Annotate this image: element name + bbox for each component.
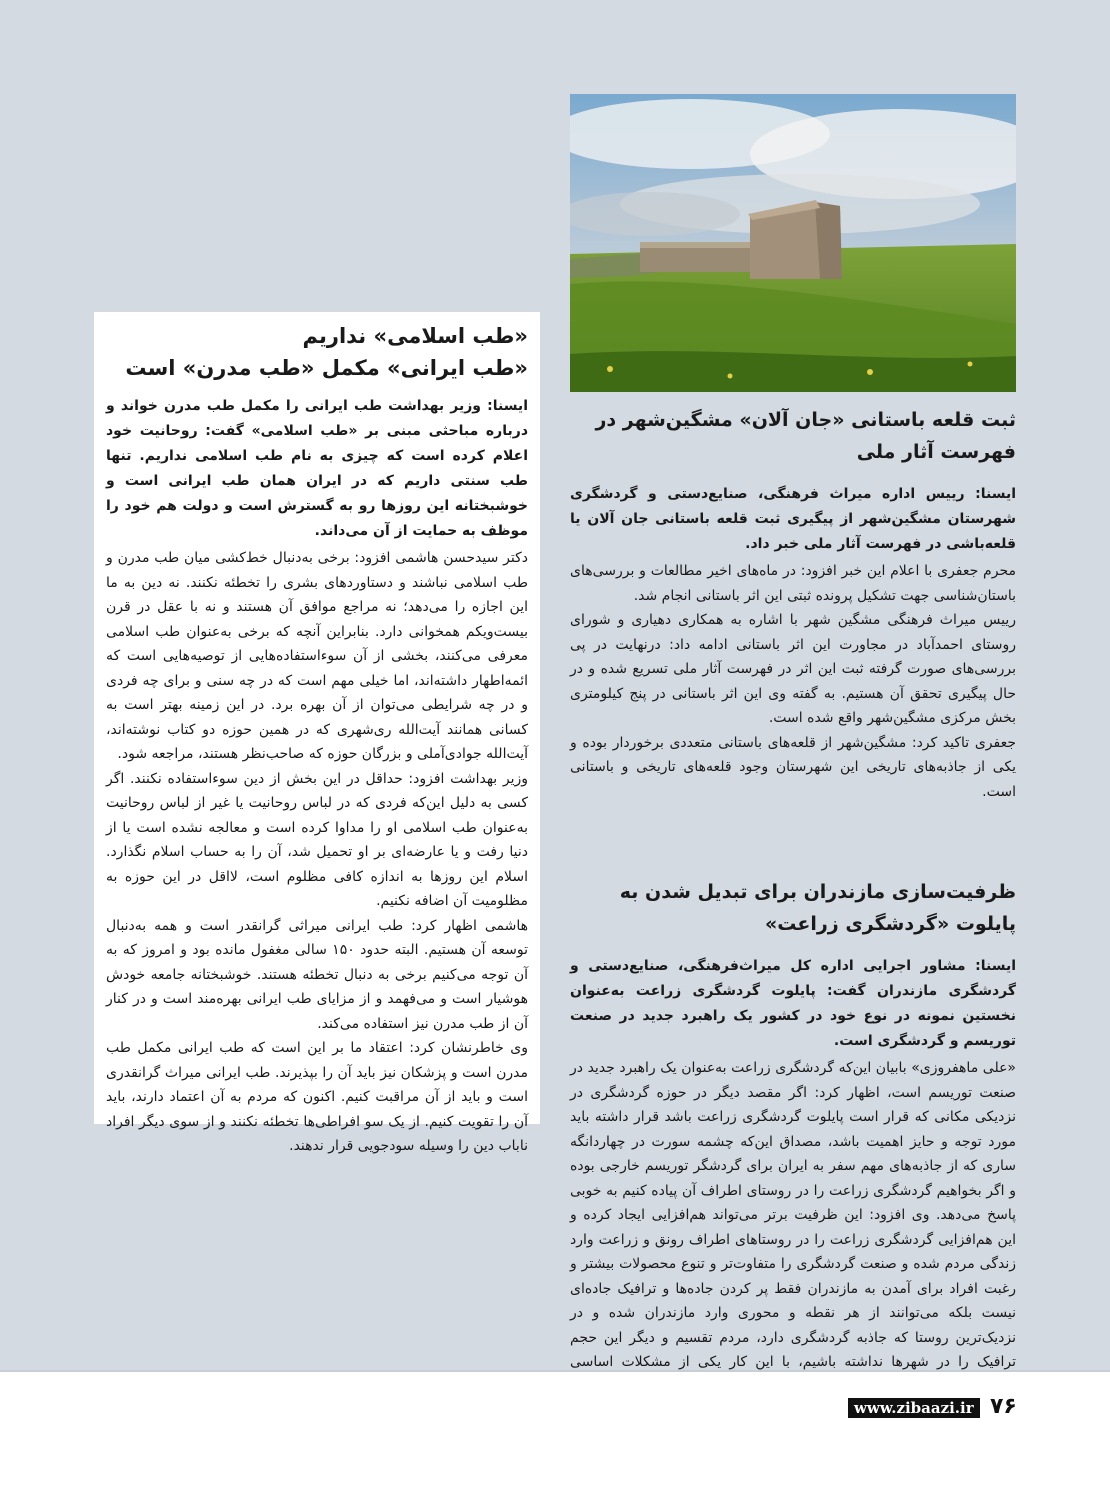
left-article-paragraph: وی خاطرنشان کرد: اعتقاد ما بر این است که طب ایرانی مکمل طب مدرن است و پزشکان نیز باید آن را بپذیرند. طب ایرانی میراث گرانقدری است و باید از آن مراقبت کنیم. اکنون که مردم به آن اعتماد دارند، باید آن را تقویت کنیم. از یک سو افراطی‌ها تخطئه نکنند و از سوی دیگر افراد ناباب دین را وسیله سودجویی قرار ندهند. bbox=[106, 1040, 528, 1154]
left-article-paragraph: وزیر بهداشت افزود: حداقل در این بخش از دین سوءاستفاده نکنند. اگر کسی به دلیل این‌که فردی که در لباس روحانیت یا غیر از لباس روحانیت به‌عنوان طب اسلامی او را مداوا کرده است و معالجه نشده است یا از دنیا رفت و یا عارضه‌ای بر او تحمیل شد، آن را به حساب اسلام نگذارد. اسلام این روزها به اندازه کافی مظلوم است، لااقل در این حوزه به مظلومیت آن اضافه نکنیم. bbox=[106, 770, 528, 909]
right-article-2-paragraph: «علی ماهفروزی» بابیان این‌که گردشگری زراعت به‌عنوان یک راهبرد جدید در صنعت توریسم است، اظهار کرد: اگر مقصد دیگر در حوزه گردشگری در نزدیکی مکانی که قرار است پایلوت گردشگری زراعت باشد قرار داشته باید مورد توجه و حایز اهمیت باشد، مصداق این‌که چشمه سورت در چهاردانگه ساری که از جاذبه‌های مهم سفر به ایران برای گردشگر توریسم خارجی بوده و اگر بخواهیم گردشگری زراعت را در روستای اطراف آن پیاده کنیم به خوبی پاسخ می‌دهد. وی افزود: این ظرفیت برتر می‌تواند هم‌افزایی ایجاد کرده و این هم‌افزایی گردشگری زراعت را در روستاهای اطراف رونق و زراعت وارد زندگی مردم شده و صنعت گردشگری را متفاوت‌تر و تنوع محصولات بیشتر و رغبت افراد برای آمدن به مازندران فقط پر کردن جاده‌ها و ترافیک جاده‌ای نیست بلکه می‌توانند از هر نقطه و محوری وارد مازندران شده و در نزدیک‌ترین روستا که جاذبه گردشگری دارد، مردم تقسیم و دیگر این حجم ترافیک را در شهرها نداشته باشیم، با این کار یکی از مشکلات اساسی bbox=[570, 1060, 1016, 1370]
page-footer bbox=[0, 1370, 1110, 1488]
left-article bbox=[94, 312, 540, 1154]
left-article-paragraph: هاشمی اظهار کرد: طب ایرانی میراثی گرانقدر است و همه به‌دنبال توسعه آن هستیم. البته حدود ۱۵۰ سالی مغفول مانده بود و امروز که به آن توجه می‌کنیم برخی به دنبال تخطئه هستند. خوشبختانه جامعه خودش هوشیار است و می‌فهمد و از مزایای طب ایرانی بهره‌مند است و در کنار آن از طب مدرن نیز استفاده می‌کند. bbox=[106, 917, 528, 1032]
right-article-1-paragraph: جعفری تاکید کرد: مشگین‌شهر از قلعه‌های باستانی متعددی برخوردار بوده و یکی از جاذبه‌های تاریخی این شهرستان وجود قلعه‌های تاریخی و باستانی است. bbox=[570, 734, 1016, 800]
page-number: ۷۶ bbox=[990, 1394, 1017, 1419]
left-article-lead: ایسنا: وزیر بهداشت طب ایرانی را مکمل طب مدرن خواند و درباره مباحثی مبنی بر «طب اسلامی» گفت: روحانیت خود اعلام کرده است که چیزی به نام طب اسلامی نداریم. تنها طب سنتی داریم که در ایران همان طب ایرانی است و خوشبختانه این روزها رو به گسترش است و دولت هم خود را موظف به حمایت از آن می‌داند. bbox=[106, 398, 528, 539]
left-title-line1: «طب اسلامی» نداریم bbox=[302, 324, 528, 348]
right-article-2 bbox=[570, 876, 1016, 1399]
right-column bbox=[570, 404, 1016, 1370]
left-article-paragraph: دکتر سیدحسن هاشمی افزود: برخی به‌دنبال خط‌کشی میان طب مدرن و طب اسلامی نباشند و دستاوردهای بشری را تخطئه نکنند. نه دین به ما این اجازه را می‌دهد؛ نه مراجع موافق آن هستند و نه با عقل در قرن بیست‌ویکم همخوانی دارد. بنابراین آنچه که برخی به‌عنوان طب اسلامی معرفی می‌کنند، بخشی از آن سوءاستفاده‌هایی از توصیه‌هایی است که ائمه‌اطهار داشته‌اند، اما خیلی مهم است که در چه سنی و برای چه فردی و در چه شرایطی می‌توان از آن بهره برد. در این زمینه بهتر است به کسانی همانند آیت‌الله ری‌شهری که در همین حوزه دو کتاب نوشته‌اند، آیت‌الله جوادی‌آملی و بزرگان حوزه که صاحب‌نظر هستند، مراجعه شود. bbox=[106, 550, 528, 762]
right-article-1-paragraph: محرم جعفری با اعلام این خبر افزود: در ماه‌های اخیر مطالعات و بررسی‌های باستان‌شناسی جهت تشکیل پرونده ثبتی این اثر باستانی انجام شد. bbox=[570, 563, 1016, 604]
right-article-2-title: ظرفیت‌سازی مازندران برای تبدیل شدن به پایلوت «گردشگری زراعت» bbox=[619, 881, 1016, 935]
left-title-line2: «طب ایرانی» مکمل «طب مدرن» است bbox=[125, 356, 528, 380]
right-article-1-lead: ایسنا: رییس اداره میراث فرهنگی، صنایع‌دستی و گردشگری شهرستان مشگین‌شهر از پیگیری ثبت قلعه باستانی جان آلان یا قلعه‌باشی در فهرست آثار ملی خبر داد. bbox=[570, 486, 1016, 552]
right-article-1-title: ثبت قلعه باستانی «جان آلان» مشگین‌شهر در فهرست آثار ملی bbox=[595, 409, 1016, 463]
footer-divider bbox=[0, 1370, 1110, 1372]
website-link[interactable]: www.zibaazi.ir bbox=[848, 1398, 980, 1418]
right-article-1 bbox=[570, 404, 1016, 804]
right-article-2-lead: ایسنا: مشاور اجرایی اداره کل میراث‌فرهنگی، صنایع‌دستی و گردشگری مازندران گفت: پایلوت گردشگری زراعت به‌عنوان نخستین نمونه در نوع خود در کشور یک راهبرد جدید در صنعت توریسم و گردشگری است. bbox=[570, 958, 1016, 1049]
castle-landscape-photo bbox=[570, 94, 1016, 392]
left-article-title bbox=[106, 320, 528, 384]
right-article-1-paragraph: رییس میراث فرهنگی مشگین شهر با اشاره به همکاری دهیاری و شورای روستای احمدآباد در مجاورت این اثر باستانی ادامه داد: درنهایت در پی بررسی‌های صورت گرفته ثبت این اثر در فهرست آثار ملی تسریع شده و در حال پیگیری تحقق آن هستیم. به گفته وی این اثر باستانی در پنج کیلومتری بخش مرکزی مشگین‌شهر واقع شده است. bbox=[570, 612, 1016, 726]
